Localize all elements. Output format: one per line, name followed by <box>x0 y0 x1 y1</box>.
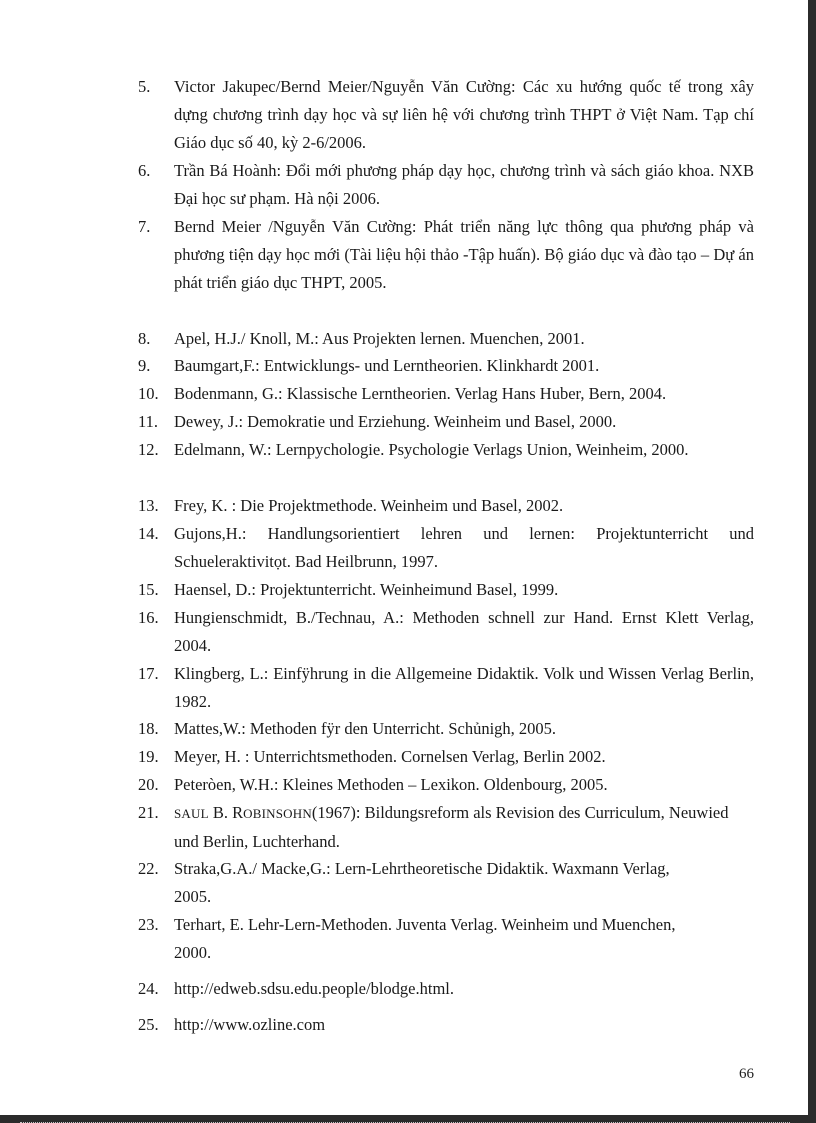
reference-number: 11. <box>138 412 159 431</box>
reference-text: Terhart, E. Lehr-Lern-Methoden. Juventa Verlag. Weinheim und Muenchen, 2000. <box>174 915 676 962</box>
reference-number: 25. <box>138 1015 159 1034</box>
reference-number: 21. <box>138 803 159 822</box>
reference-text-rest: (1967): Bildungsreform als Revision des Curriculum, Neuwied und Berlin, Luchterhand. <box>174 803 729 851</box>
reference-number: 17. <box>138 664 159 683</box>
reference-text: Klingberg, L.: Einfÿhrung in die Allgemeine Didaktik. Volk und Wissen Verlag Berlin, 1982. <box>174 664 754 711</box>
reference-text: Baumgart,F.: Entwicklungs- und Lerntheorien. Klinkhardt 2001. <box>174 356 600 375</box>
reference-text: Apel, H.J./ Knoll, M.: Aus Projekten lernen. Muenchen, 2001. <box>174 329 585 348</box>
reference-link: http://edweb.sdsu.edu.people/blodge.html. <box>174 979 455 998</box>
reference-number: 8. <box>138 329 151 348</box>
reference-text: Frey, K. : Die Projektmethode. Weinheim und Basel, 2002. <box>174 496 564 515</box>
reference-number: 22. <box>138 859 159 878</box>
reference-text: Gujons,H.: Handlungsorientiert lehren und lernen: Projektunterricht und Schueleraktivitọt. Bad Heilbrunn, 1997. <box>174 524 754 571</box>
reference-text <box>174 799 754 856</box>
reference-number: 5. <box>138 77 151 96</box>
page-shadow-right <box>808 0 816 1123</box>
reference-number: 23. <box>138 915 159 934</box>
reference-number: 19. <box>138 747 159 766</box>
reference-number: 24. <box>138 979 159 998</box>
reference-number: 7. <box>138 217 151 236</box>
reference-number: 14. <box>138 524 159 543</box>
reference-number: 12. <box>138 440 159 459</box>
author-small-caps: OBINSOHN <box>243 806 312 821</box>
reference-text: Peteròen, W.H.: Kleines Methoden – Lexikon. Oldenbourg, 2005. <box>174 775 608 794</box>
reference-text: Trần Bá Hoành: Đổi mới phương pháp dạy học, chương trình và sách giáo khoa. NXB Đại học sư phạm. Hà nội 2006. <box>174 161 754 208</box>
reference-link: http://www.ozline.com <box>174 1015 326 1034</box>
reference-text: Bodenmann, G.: Klassische Lerntheorien. Verlag Hans Huber, Bern, 2004. <box>174 384 667 403</box>
reference-text: Haensel, D.: Projektunterricht. Weinheimund Basel, 1999. <box>174 580 559 599</box>
reference-text: Hungienschmidt, B./Technau, A.: Methoden schnell zur Hand. Ernst Klett Verlag, 2004. <box>174 608 754 655</box>
reference-number: 15. <box>138 580 159 599</box>
reference-text: Straka,G.A./ Macke,G.: Lern-Lehrtheoretische Didaktik. Waxmann Verlag, 2005. <box>174 859 670 906</box>
author-small-caps: SAUL <box>174 806 209 821</box>
reference-number: 18. <box>138 719 159 738</box>
reference-number: 20. <box>138 775 159 794</box>
reference-text: Meyer, H. : Unterrichtsmethoden. Cornelsen Verlag, Berlin 2002. <box>174 747 606 766</box>
reference-text: Victor Jakupec/Bernd Meier/Nguyễn Văn Cường: Các xu hướng quốc tế trong xây dựng chương trình dạy học và sự liên hệ với chương trình THPT ở Việt Nam. Tạp chí Giáo dục số 40, kỳ 2-6/2006. <box>174 77 754 152</box>
reference-text: Dewey, J.: Demokratie und Erziehung. Weinheim und Basel, 2000. <box>174 412 617 431</box>
reference-number: 13. <box>138 496 159 515</box>
reference-number: 16. <box>138 608 159 627</box>
reference-text: Mattes,W.: Methoden fÿr den Unterricht. Schủnigh, 2005. <box>174 719 557 738</box>
reference-number: 9. <box>138 356 151 375</box>
reference-number: 10. <box>138 384 159 403</box>
reference-text: Edelmann, W.: Lernpychologie. Psychologie Verlags Union, Weinheim, 2000. <box>174 440 689 459</box>
page-number: 66 <box>739 1066 754 1082</box>
reference-text: Bernd Meier /Nguyễn Văn Cường: Phát triển năng lực thông qua phương pháp và phương tiện dạy học mới (Tài liệu hội thảo -Tập huấn). Bộ giáo dục và đào tạo – Dự án phát triển giáo dục THPT, 2005. <box>174 217 754 292</box>
reference-number: 6. <box>138 161 151 180</box>
author-initial: B. R <box>208 803 244 822</box>
